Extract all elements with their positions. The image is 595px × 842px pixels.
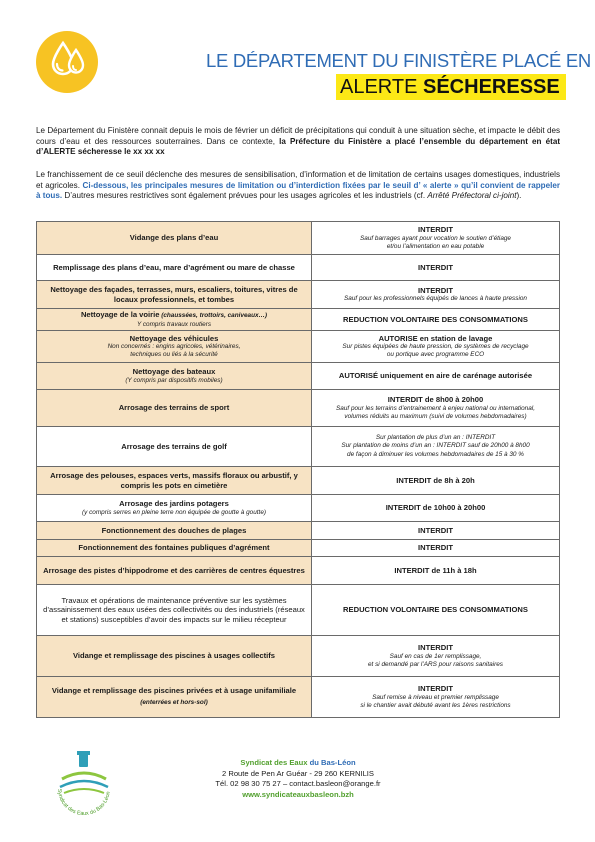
- intro-text-2-end: ).: [516, 191, 522, 201]
- page-title: LE DÉPARTEMENT DU FINISTÈRE PLACÉ EN: [206, 50, 591, 71]
- usage-label: [40, 543, 308, 553]
- measure-detail: Sur plantation de moins d’un an : INTERDIT sauf de 20h00 à 8h00: [341, 442, 530, 450]
- measure-status: REDUCTION VOLONTAIRE DES CONSOMMATIONS: [343, 314, 528, 324]
- measure-cell: [312, 636, 560, 677]
- measure-status: AUTORISÉ uniquement en aire de carénage autorisée: [338, 371, 533, 381]
- usage-label-detail: (chaussées, trottoirs, caniveaux…): [159, 312, 268, 320]
- usage-label-text: Vidange des plans d’eau: [129, 233, 219, 243]
- measure-cell: [312, 467, 560, 495]
- measure-cell: [312, 309, 560, 331]
- table-row: [37, 222, 560, 255]
- usage-label-text: Vidange et remplissage des piscines à usages collectifs: [72, 651, 276, 661]
- measure-exception: Sauf remise à niveau et premier remplissage: [372, 693, 499, 701]
- intro-paragraph-1: [36, 126, 560, 158]
- measure-detail: Sur plantation de plus d’un an : INTERDIT: [375, 434, 496, 442]
- usage-label-text: Nettoyage des bateaux: [132, 367, 216, 377]
- usage-label-text: Fonctionnement des douches de plages: [101, 525, 247, 535]
- intro-text-1: Le Département du Finistère connait depuis le mois de février un déficit de précipitations qui conduit à une situation sèche, et impacte le débit des cours d’eau et des ressources souterraines. Dans ce contexte,: [36, 126, 560, 146]
- measure-status: INTERDIT de 8h à 20h: [396, 475, 475, 485]
- measure-exception: Sauf pour les terrains d’entrainement à enjeu national ou international,: [336, 404, 535, 412]
- usage-sublabel: (Y compris par dispositifs mobiles): [125, 376, 223, 384]
- usage-label: [40, 499, 308, 509]
- usage-label-text: Arrosage des pistes d’hippodrome et des carrières de centres équestres: [43, 565, 305, 575]
- measure-exception: si le chantier avait débuté avant les 1ères restrictions: [360, 701, 511, 709]
- measure-cell: [312, 281, 560, 309]
- measure-status: INTERDIT de 8h00 à 20h00: [387, 395, 484, 404]
- usage-cell: [37, 585, 312, 636]
- usage-cell: [37, 390, 312, 427]
- usage-cell: [37, 522, 312, 540]
- table-row: [37, 281, 560, 309]
- measure-exception: ou portique avec programme ECO: [386, 351, 485, 359]
- measure-status: INTERDIT: [417, 225, 453, 234]
- usage-sublabel: techniques ou liés à la sécurité: [130, 351, 218, 359]
- measure-exception: Sauf barrages ayant pour vocation le soutien d’étiage: [360, 234, 511, 242]
- usage-cell: [37, 677, 312, 718]
- usage-label: [40, 233, 308, 243]
- usage-label-detail: (enterrées et hors-sol): [140, 699, 208, 706]
- measure-status: INTERDIT: [417, 684, 453, 693]
- table-row: [37, 331, 560, 363]
- measure-status: INTERDIT de 10h00 à 20h00: [385, 503, 486, 513]
- measure-status: INTERDIT de 11h à 18h: [394, 565, 477, 575]
- footer-website-link[interactable]: www.syndicateauxbasleon.bzh: [242, 789, 354, 799]
- syndicat-logo-text: Syndicat des Eaux du Bas-Léon: [55, 788, 112, 817]
- usage-cell: [37, 331, 312, 363]
- usage-label-text: Nettoyage des véhicules: [129, 333, 219, 343]
- measure-detail: de façon à diminuer les volumes hebdomadaires de 15 à 30 %: [347, 450, 524, 458]
- usage-label: [40, 334, 308, 344]
- measure-status: INTERDIT: [417, 262, 453, 272]
- measure-status: INTERDIT: [417, 643, 453, 652]
- table-row: [37, 585, 560, 636]
- footer-org-name: [198, 758, 398, 769]
- usage-label: [40, 285, 308, 304]
- usage-label: [40, 596, 308, 625]
- measure-cell: [312, 427, 560, 467]
- table-row: [37, 677, 560, 718]
- intro-highlight-2: Ci-dessous, les principales mesures de limitation ou d’interdiction fixées par le seuil d’ « alerte » qu’il convient de rappeler à tous.: [36, 180, 561, 201]
- measure-exception: Sauf pour les professionnels équipés de lances à haute pression: [344, 295, 527, 303]
- usage-label: [40, 442, 308, 452]
- usage-sublabel: Y compris travaux routiers: [136, 320, 212, 328]
- usage-label: [40, 310, 308, 321]
- table-row: [37, 363, 560, 390]
- table-row: [37, 522, 560, 540]
- alert-title: [336, 74, 566, 100]
- usage-cell: [37, 363, 312, 390]
- usage-cell: [37, 467, 312, 495]
- measure-exception: et/ou l’alimentation en eau potable: [386, 242, 485, 250]
- measure-exception: volumes réduits au maximum (suivi de volumes hebdomadaires): [344, 412, 527, 420]
- table-row: [37, 390, 560, 427]
- table-row: [37, 427, 560, 467]
- usage-cell: [37, 540, 312, 557]
- measure-cell: [312, 540, 560, 557]
- usage-cell: [37, 636, 312, 677]
- measures-table: [36, 221, 560, 718]
- usage-label: [40, 367, 308, 377]
- usage-label-text: Arrosage des terrains de sport: [118, 403, 230, 413]
- table-row: [37, 540, 560, 557]
- measure-cell: [312, 522, 560, 540]
- alert-title-plain: ALERTE: [340, 76, 423, 98]
- measure-exception: et si demandé par l’ARS pour raisons sanitaires: [368, 660, 503, 668]
- usage-cell: [37, 281, 312, 309]
- water-drops-icon: [36, 31, 98, 93]
- measure-cell: [312, 495, 560, 522]
- usage-label: [40, 566, 308, 576]
- usage-sublabel: (y compris serres en pleine terre non équipée de goutte à goutte): [81, 508, 267, 516]
- measure-exception: Sauf en cas de 1er remplissage,: [389, 652, 482, 660]
- table-row: [37, 495, 560, 522]
- usage-label-text: Fonctionnement des fontaines publiques d’agrément: [78, 543, 270, 553]
- measure-cell: [312, 557, 560, 585]
- intro-highlight-1: la Préfecture du Finistère a placé l’ensemble du département en état d’ALERTE sécheresse le xx xx xx: [36, 136, 561, 157]
- measure-cell: [312, 363, 560, 390]
- measure-cell: [312, 390, 560, 427]
- measure-status: AUTORISE en station de lavage: [378, 333, 493, 343]
- usage-label-text: Nettoyage des façades, terrasses, murs, escaliers, toitures, vitres de locaux professionnels, et tombes: [50, 284, 298, 304]
- usage-label: [40, 403, 308, 413]
- measure-cell: [312, 222, 560, 255]
- intro-text-2: Le franchissement de ce seuil déclenche des mesures de sensibilisation, d’information et de limitation de certains usages domestiques, industriels et agricoles.: [36, 170, 560, 190]
- measure-cell: [312, 331, 560, 363]
- usage-label-text: Travaux et opérations de maintenance préventive sur les systèmes d’assainissement des eaux usées des collectivités ou des industriels (réseaux et stations) susceptibles d’avoir des impacts sur le milieu récepteur: [43, 595, 305, 624]
- usage-label-text: Arrosage des pelouses, espaces verts, massifs floraux ou arbustif, y compris les pots en cimetière: [50, 470, 298, 490]
- usage-cell: [37, 557, 312, 585]
- usage-label-text: Remplissage des plans d’eau, mare d’agrément ou mare de chasse: [53, 262, 295, 272]
- alert-title-bold: SÉCHERESSE: [423, 76, 560, 98]
- usage-cell: [37, 222, 312, 255]
- measure-status: INTERDIT: [417, 525, 453, 535]
- intro-paragraph-2: [36, 170, 560, 202]
- table-row: [37, 255, 560, 281]
- usage-cell: [37, 309, 312, 331]
- usage-label: [40, 526, 308, 536]
- usage-label: [40, 651, 308, 661]
- usage-label: [40, 686, 308, 707]
- measure-cell: [312, 585, 560, 636]
- footer-org-part1: Syndicat des Eaux: [240, 758, 310, 767]
- usage-label-text: Arrosage des jardins potagers: [119, 499, 229, 509]
- measure-status: REDUCTION VOLONTAIRE DES CONSOMMATIONS: [343, 605, 528, 615]
- usage-label-text: Nettoyage de la voirie: [80, 310, 160, 320]
- usage-cell: [37, 495, 312, 522]
- usage-label-text: Arrosage des terrains de golf: [121, 441, 227, 451]
- measure-cell: [312, 255, 560, 281]
- syndicat-logo: [52, 749, 116, 817]
- table-row: [37, 636, 560, 677]
- table-row: [37, 309, 560, 331]
- footer: [198, 758, 398, 800]
- table-row: [37, 467, 560, 495]
- intro-text-2-tail: D’autres mesures restrictives sont également prévues pour les usages agricoles et les industriels (cf.: [62, 191, 428, 201]
- footer-address: 2 Route de Pen Ar Guéar - 29 260 KERNILIS: [222, 768, 374, 778]
- footer-contact: Tél. 02 98 30 75 27 – contact.basleon@orange.fr: [215, 779, 381, 789]
- footer-org-part2: du Bas-Léon: [309, 758, 356, 767]
- usage-label: [40, 471, 308, 490]
- table-row: [37, 557, 560, 585]
- decree-reference: Arrêté Préfectoral ci-joint: [427, 191, 517, 201]
- usage-cell: [37, 427, 312, 467]
- usage-label-text: Vidange et remplissage des piscines privées et à usage unifamiliale: [51, 686, 297, 696]
- measure-exception: Sur pistes équipées de haute pression, de systèmes de recyclage: [342, 343, 529, 351]
- usage-cell: [37, 255, 312, 281]
- usage-label: [40, 263, 308, 273]
- usage-sublabel: Non concernés : engins agricoles, vétérinaires,: [107, 343, 241, 351]
- measure-status: INTERDIT: [417, 543, 453, 553]
- measure-status: INTERDIT: [417, 285, 453, 295]
- measure-cell: [312, 677, 560, 718]
